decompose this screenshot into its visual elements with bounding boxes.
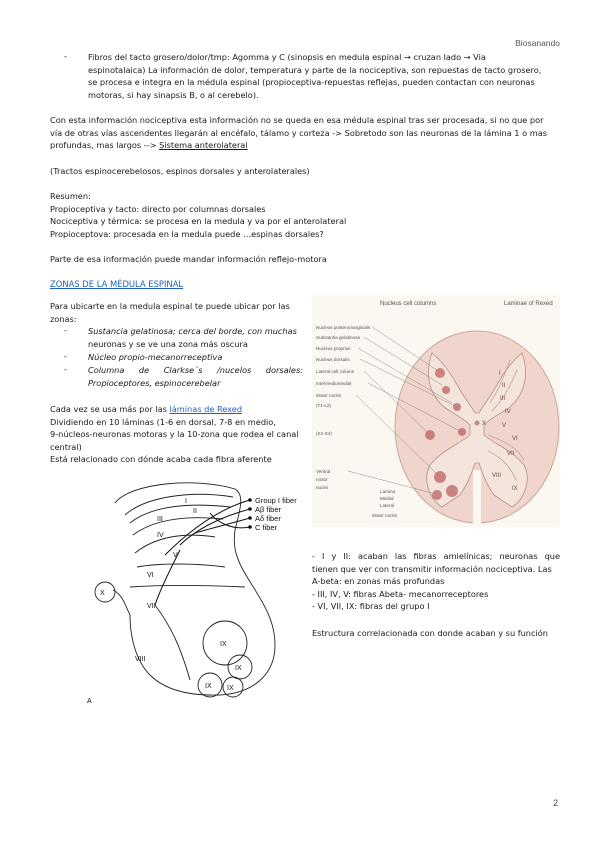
bullet-marker: - [64, 325, 67, 335]
bullet-marker: - [64, 351, 67, 361]
lamina-label: IV [157, 532, 164, 539]
sistema-anterolateral-text: Sistema anterolateral [159, 140, 248, 151]
histology-label: (S2-S4) [316, 431, 332, 436]
line [50, 403, 305, 416]
line: Propioceptores, espinocerebelar [88, 377, 221, 388]
histology-label: Lateral cell column [316, 369, 355, 374]
line: Fibros del tacto grosero/dolor/tmp: Agomma y C (sinopsis en medula espinal → cruzan lado → Via [88, 52, 486, 62]
paragraph-nociceptiva [50, 114, 560, 152]
lamina-label: V [173, 552, 178, 559]
line: - I y II: acaban las fibras amielínicas; neuronas que [312, 551, 560, 561]
line: - VI, VII, IX: fibras del grupo I [312, 601, 430, 612]
roman-I: I [499, 371, 501, 377]
laminas-rexed-link[interactable]: láminas de Rexed [169, 404, 243, 414]
estructura-text: Estructura correlacionada con donde acaban y su función [312, 628, 548, 638]
histology-label: Lateral [380, 503, 395, 508]
zona-item-clarke [88, 364, 303, 389]
tracts-text: (Tractos espinocerebelosos, espinos dorsales y anterolaterales) [50, 166, 310, 176]
histology-label: Motor nuclei [372, 513, 398, 518]
lamina-label: IX [227, 685, 234, 692]
histology-label: Nucleus dorsalis [316, 357, 350, 362]
lamina-label: II [193, 508, 197, 515]
zonas-intro [50, 300, 300, 325]
line: A-beta: en zonas más profundas [312, 576, 445, 587]
line: vía de otras vías ascendentes llegarán al encéfalo, tálamo y corteza -> Sobretodo son las neuronas de la lámina 1 o mas [50, 127, 547, 138]
histology-label: Substantia gelatinosa [316, 335, 360, 340]
line: Dividiendo en 10 láminas (1-6 en dorsal, 7-8 en medio, [50, 416, 276, 427]
panel-label: A [87, 698, 92, 705]
lamina-label: III [157, 516, 163, 523]
line-prefix: profundas, mas largos --> [50, 140, 160, 151]
histology-label: Nucleus posteromarginalis [316, 325, 371, 330]
bullet-marker: - [64, 51, 67, 61]
line: Columna de Clarkse´s /nucelos dorsales: [88, 365, 303, 375]
roman-VIII: VIII [492, 473, 502, 479]
line: se procesa e integra en la médula espinal (propioceptiva-repuestas reflejas, pueden contactan con neuronas [88, 77, 535, 88]
group-i-fiber-label: Group I fiber [255, 496, 297, 505]
page-number: 2 [552, 798, 558, 808]
lamina-label: IX [235, 665, 242, 672]
roman-VII: VII [507, 451, 515, 457]
line: Para ubicarte en la medula espinal te puede ubicar por las [50, 301, 290, 311]
lamina-label: I [185, 498, 187, 505]
line: 9-núcleos-neuronas motoras y la 10-zona que rodea el canal [50, 429, 299, 440]
line: - III, IV, V: fibras Abeta- mecanorreceptores [312, 588, 489, 599]
line: espinotalaica) La información de dolor, temperatura y parte de la nociceptiva, son repuestas de tacto grosero, [88, 64, 542, 75]
roman-III: III [500, 396, 506, 402]
histology-label: Nucleus proprius [316, 346, 351, 351]
roman-V: V [502, 423, 507, 429]
histology-label: Ventral [316, 469, 331, 474]
rexed-paragraph [50, 403, 305, 466]
line-prefix: Cada vez se usa más por las [50, 404, 170, 414]
roman-IV: IV [505, 409, 511, 415]
rexed-laminae-diagram [85, 475, 310, 705]
histology-label: nuclei [316, 485, 329, 490]
nucleus-cell-columns-label: Nucleus cell columns [380, 301, 437, 307]
lamina-label: IX [220, 641, 227, 648]
lamina-label: VI [147, 572, 154, 579]
histology-label: motor [316, 477, 328, 482]
histology-label: Medial [380, 496, 394, 501]
line: Está relacionado con dónde acaba cada fibra aferente [50, 454, 272, 465]
top-bullet-text [88, 51, 558, 101]
resumen-line: Propioceptova: procesada en la medula puede …espinas dorsales? [50, 228, 324, 239]
resumen-title: Resumen: [50, 191, 91, 201]
line: zonas: [50, 313, 77, 324]
line: Con esta información nociceptiva esta información no se queda en esa médula espinal tras ser procesada, si no que por [50, 115, 544, 125]
adelta-fiber-label: Aδ fiber [255, 514, 281, 523]
line: tienen que ver con transmitir información nociceptiva. Las [312, 563, 552, 574]
rexed-svg [85, 475, 310, 705]
lamina-label: IX [205, 683, 212, 690]
zona-item-gelatinosa [88, 325, 303, 350]
lamina-label: X [100, 590, 105, 597]
right-notes [312, 550, 560, 613]
line: central) [50, 441, 82, 452]
abeta-fiber-label: Aβ fiber [255, 505, 281, 514]
c-fiber-label: C fiber [255, 523, 278, 532]
histology-label: (T1-L2) [316, 403, 332, 408]
roman-IX: IX [512, 486, 518, 492]
resumen-line: Propioceptiva y tacto: directo por columnas dorsales [50, 203, 266, 214]
line [50, 139, 560, 152]
line: Sustancia gelatinosa; cerca del borde, con muchas [88, 326, 297, 336]
spinal-cord-histology-figure [312, 295, 560, 527]
roman-II: II [502, 383, 506, 389]
lamina-label: VII [147, 603, 156, 610]
histology-label: Motor nuclei [316, 393, 342, 398]
section-heading-zonas[interactable]: ZONAS DE LA MÉDULA ESPINAL [50, 279, 184, 289]
running-header: Biosanando [515, 38, 560, 48]
resumen-block [50, 190, 346, 240]
roman-VI: VI [512, 436, 518, 442]
roman-X: X [482, 421, 487, 427]
line: neuronas y se ve una zona más oscura [88, 338, 248, 349]
zona-item-propio: Núcleo propio-mecanorreceptiva [88, 352, 223, 362]
line: motoras, si hay sinapsis B, o al cerebelo). [88, 89, 259, 100]
reflejo-text: Parte de esa información puede mandar información reflejo-motora [50, 254, 327, 264]
bullet-marker: - [64, 364, 67, 374]
histology-svg [312, 295, 560, 527]
histology-label: Lamina [380, 489, 396, 494]
resumen-line: Nociceptiva y térmica: se procesa en la medula y va por el anterolateral [50, 216, 347, 227]
histology-label: Intermediomedial [316, 381, 352, 386]
lamina-label: VIII [135, 656, 146, 663]
laminae-of-rexed-label: Laminae of Rexed [504, 301, 553, 307]
